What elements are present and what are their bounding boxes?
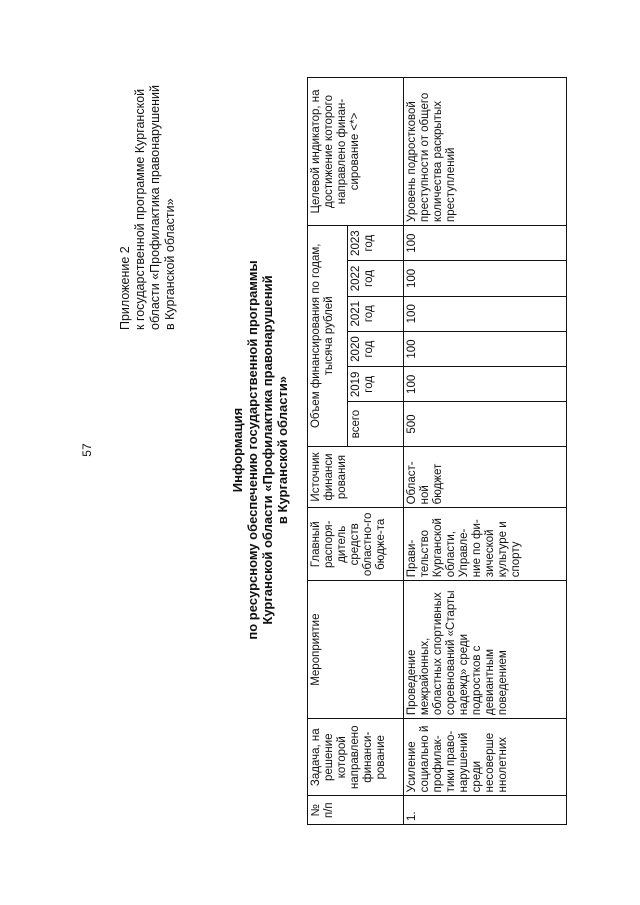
cell-num: 1. <box>404 796 567 825</box>
header-indicator: Целевой индикатор, на достижение которого направлено финан-сирование <*> <box>308 78 404 226</box>
header-year-2021: 2021 год <box>348 296 404 331</box>
title-line: Курганской области «Профилактика правонарушений <box>260 275 275 625</box>
header-year-2022: 2022 год <box>348 261 404 296</box>
appendix-line: к государственной программе Курганской <box>133 88 147 330</box>
resource-table <box>307 77 567 825</box>
appendix-line: области «Профилактика правонарушений <box>148 85 162 330</box>
page-number: 57 <box>80 443 94 457</box>
header-total: всего <box>348 402 404 446</box>
header-year-2023: 2023 год <box>348 225 404 260</box>
header-measure: Мероприятие <box>308 581 404 719</box>
header-num: № п/п <box>308 796 404 825</box>
cell-year-2022: 100 <box>404 261 567 296</box>
header-source: Источник финанси рования <box>308 446 404 508</box>
title-line: Информация <box>230 407 245 493</box>
header-year-2019: 2019 год <box>348 367 404 402</box>
title-line: по ресурсному обеспечению государственной программы <box>245 260 260 640</box>
appendix-line: Приложение 2 <box>118 246 132 330</box>
cell-year-2021: 100 <box>404 296 567 331</box>
header-funding-group: Объем финансирования по годам, тысяча рублей <box>308 225 348 446</box>
appendix-line: в Курганской области» <box>163 198 177 330</box>
header-task: Задача, на решение которой направлено финанси-рование <box>308 719 404 796</box>
cell-indicator: Уровень подростковой преступности от общего количества раскрытых преступлений <box>404 78 567 226</box>
cell-year-2023: 100 <box>404 225 567 260</box>
table-header-row <box>308 78 348 825</box>
cell-source: Област-ной бюджет <box>404 446 567 508</box>
cell-task: Усиление социально й профилак-тики право-нарушений среди несоверше ннолетних <box>404 719 567 796</box>
cell-year-2020: 100 <box>404 331 567 366</box>
document-title <box>230 225 290 675</box>
appendix-note <box>118 80 178 330</box>
header-manager: Главный распоря-дитель средств областно-го бюдже-та <box>308 508 404 581</box>
cell-manager: Прави-тельство Курганской области, Управле-ние по фи-зической культуре и спорту <box>404 508 567 581</box>
table-row <box>404 78 567 825</box>
cell-year-2019: 100 <box>404 367 567 402</box>
title-line: в Курганской области» <box>275 375 290 525</box>
cell-total: 500 <box>404 402 567 446</box>
cell-measure: Проведение межрайонных, областных спортивных соревнований «Старты надежд» среди подростков с девиантным поведением <box>404 581 567 719</box>
header-year-2020: 2020 год <box>348 331 404 366</box>
